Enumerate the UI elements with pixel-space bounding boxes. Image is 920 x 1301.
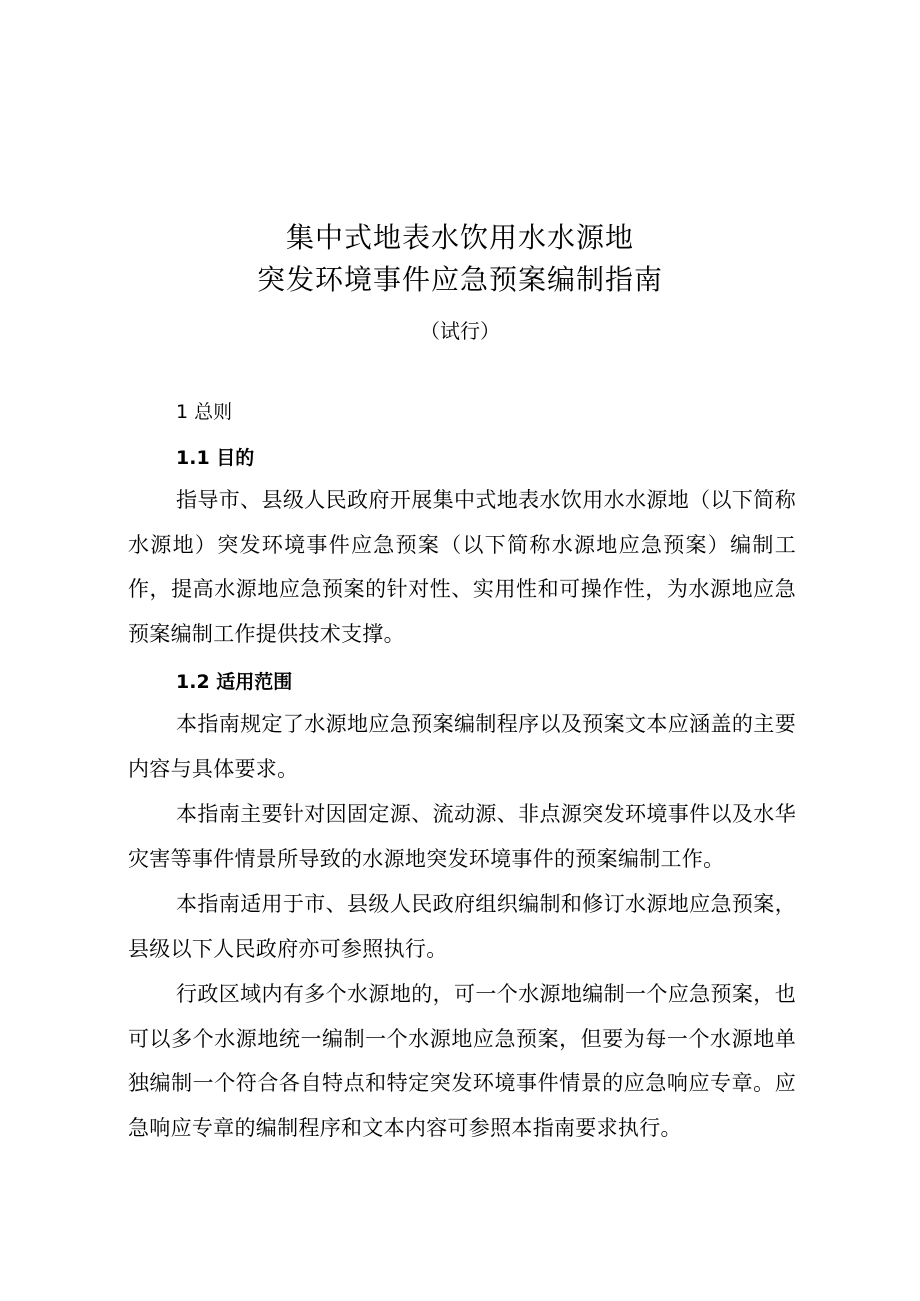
section-heading-general: 1 总则 (176, 401, 233, 423)
purpose-paragraph: 指导市、县级人民政府开展集中式地表水饮用水水源地（以下简称水源地）突发环境事件应急预案（以下简称水源地应急预案）编制工作，提高水源地应急预案的针对性、实用性和可操作性，为水源地应急预案编制工作提供技术支撑。 (128, 488, 796, 646)
document-title-line-2: 突发环境事件应急预案编制指南 (256, 263, 663, 296)
section-heading-purpose: 1.1 目的 (176, 447, 255, 469)
section-heading-scope: 1.2 适用范围 (176, 671, 293, 693)
scope-paragraph-1: 本指南规定了水源地应急预案编制程序以及预案文本应涵盖的主要内容与具体要求。 (128, 712, 796, 781)
scope-paragraph-2: 本指南主要针对因固定源、流动源、非点源突发环境事件以及水华灾害等事件情景所导致的水源地突发环境事件的预案编制工作。 (128, 802, 796, 871)
scope-paragraph-4: 行政区域内有多个水源地的，可一个水源地编制一个应急预案，也可以多个水源地统一编制一个水源地应急预案，但要为每一个水源地单独编制一个符合各自特点和特定突发环境事件情景的应急响应专章。应急响应专章的编制程序和文本内容可参照本指南要求执行。 (128, 982, 796, 1140)
scope-paragraph-3: 本指南适用于市、县级人民政府组织编制和修订水源地应急预案，县级以下人民政府亦可参照执行。 (128, 892, 796, 961)
document-title-line-1: 集中式地表水饮用水水源地 (285, 221, 634, 254)
document-subtitle: （试行） (420, 319, 500, 343)
